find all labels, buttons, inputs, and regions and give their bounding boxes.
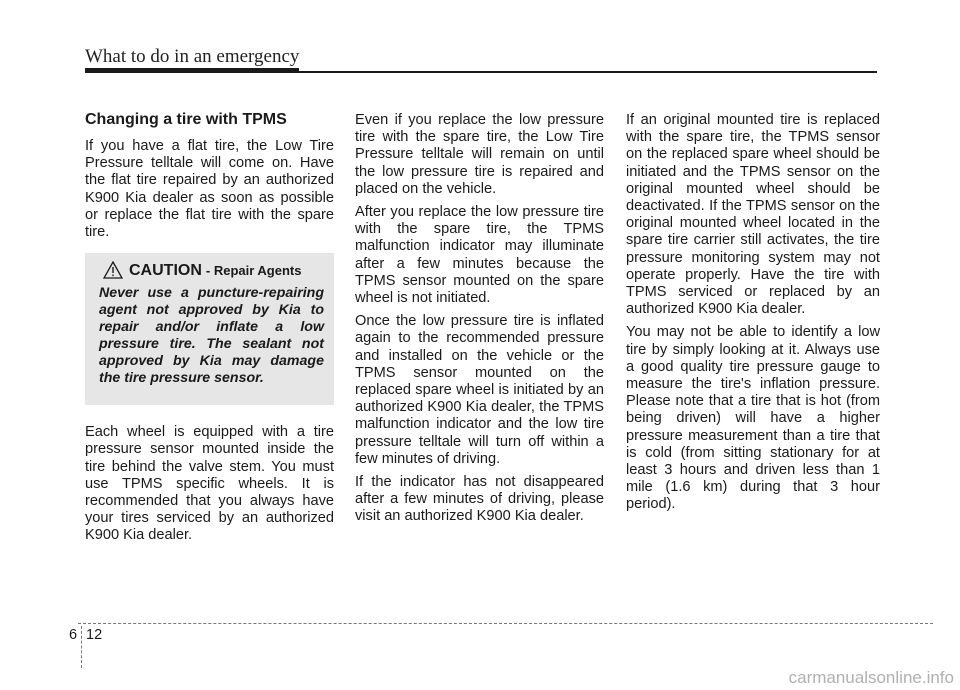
paragraph: Once the low pressure tire is inflated again to the recommended pressure and installed on the vehicle or the TPMS sensor mounted on the replaced spare wheel is initiated by an authorized K900 Kia dealer, the TPMS malfunction indicator and the low tire pressure telltale will turn off within a few minutes of driving. — [355, 313, 604, 467]
paragraph: Each wheel is equipped with a tire pressure sensor mounted inside the tire behind the valve stem. You must use TPMS specific wheels. It is recommended that you always have your tires serviced by an authorized K900 Kia dealer. — [85, 424, 334, 544]
footer-divider — [81, 626, 82, 668]
caution-box — [85, 253, 334, 405]
paragraph: Even if you replace the low pressure tire with the spare tire, the Low Tire Pressure telltale will remain on until the low pressure tire is repaired and placed on the vehicle. — [355, 112, 604, 197]
paragraph: You may not be able to identify a low tire by simply looking at it. Always use a good quality tire pressure gauge to measure the tire's inflation pressure. Please note that a tire that is hot (from being driven) will have a higher pressure measurement than a tire that is cold (from sitting stationary for at least 3 hours and driven less than 1 mile (1.6 km) during that 3 hour period). — [626, 324, 880, 513]
chapter-number: 6 — [69, 627, 78, 643]
page-number: 12 — [86, 627, 103, 643]
caution-label: CAUTION — [129, 261, 202, 279]
running-header: What to do in an emergency — [85, 46, 300, 67]
column-1 — [85, 111, 334, 551]
header-rule — [85, 71, 877, 73]
watermark: carmanualsonline.info — [788, 668, 954, 687]
warning-triangle-icon — [103, 261, 123, 279]
caution-subtitle: - Repair Agents — [205, 262, 302, 278]
paragraph: If an original mounted tire is replaced with the spare tire, the TPMS sensor on the replaced spare wheel should be initiated and the TPMS sensor on the original mounted wheel should be deactivated. If the TPMS sensor on the original mounted wheel located in the spare tire carrier still activates, the tire pressure monitoring system may not operate properly. Have the tire with TPMS serviced or replaced by an authorized K900 Kia dealer. — [626, 112, 880, 318]
paragraph: If the indicator has not disappeared after a few minutes of driving, please visit an authorized K900 Kia dealer. — [355, 474, 604, 525]
section-title: Changing a tire with TPMS — [85, 111, 287, 128]
footer-rule — [78, 623, 933, 624]
caution-text: Never use a puncture-repairing agent not approved by Kia to repair and/or inflate a low pressure tire. The sealant not approved by Kia may damage the tire pressure sensor. — [99, 285, 324, 387]
paragraph: If you have a flat tire, the Low Tire Pressure telltale will come on. Have the flat tire repaired by an authorized K900 Kia dealer as soon as possible or replace the flat tire with the spare tire. — [85, 138, 334, 241]
column-3 — [626, 112, 880, 520]
paragraph: After you replace the low pressure tire with the spare tire, the TPMS malfunction indicator may illuminate after a few minutes because the TPMS sensor mounted on the spare wheel is not initiated. — [355, 204, 604, 307]
column-2 — [355, 112, 604, 532]
caution-header — [99, 261, 324, 279]
